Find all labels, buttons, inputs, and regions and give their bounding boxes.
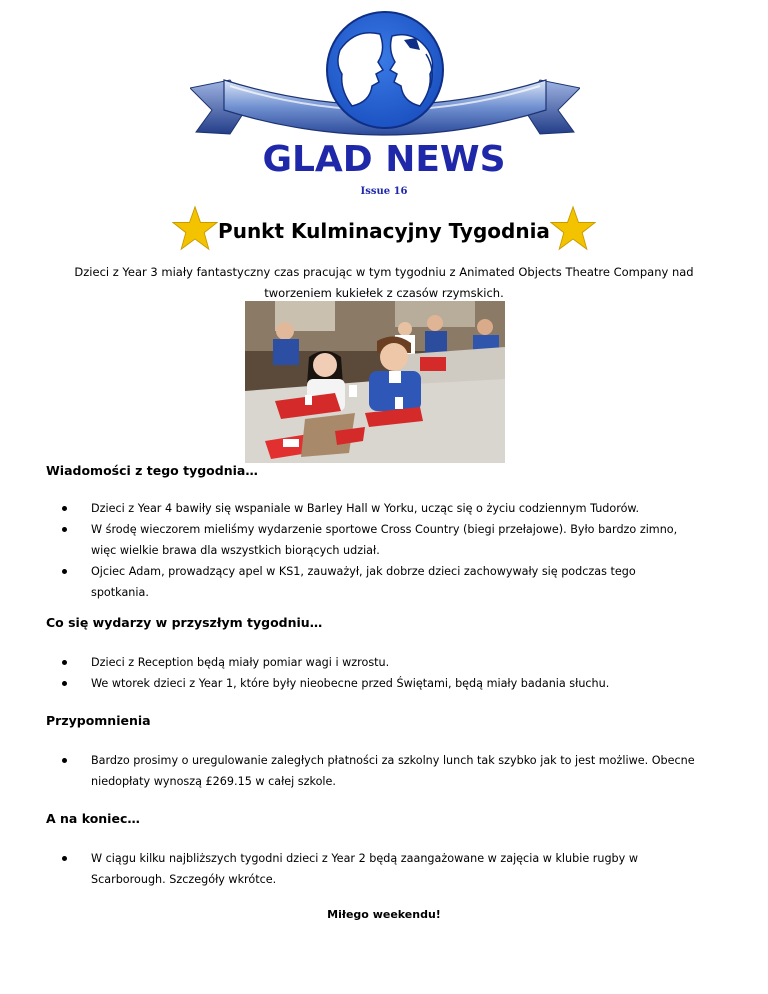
section-title-next-week: Co się wydarzy w przyszłym tygodniu… xyxy=(46,615,323,630)
classroom-photo xyxy=(245,301,505,463)
headline: Punkt Kulminacyjny Tygodnia xyxy=(218,219,550,243)
masthead-title: GLAD NEWS xyxy=(262,139,506,180)
section-title-this-week: Wiadomości z tego tygodnia… xyxy=(46,463,258,478)
list-item: Ojciec Adam, prowadzący apel w KS1, zauważył, jak dobrze dzieci zachowywały się podczas tego spotkania. xyxy=(46,561,696,603)
list-this-week xyxy=(46,498,696,603)
section-title-finally: A na koniec… xyxy=(46,811,140,826)
list-next-week xyxy=(46,652,696,694)
section-title-reminders: Przypomnienia xyxy=(46,713,151,728)
list-item: Dzieci z Reception będą miały pomiar wagi i wzrostu. xyxy=(46,652,696,673)
newsletter-logo xyxy=(190,10,580,150)
list-reminders xyxy=(46,750,696,792)
list-item: We wtorek dzieci z Year 1, które były nieobecne przed Świętami, będą miały badania słuchu. xyxy=(46,673,696,694)
list-finally xyxy=(46,848,696,890)
closing-line: Miłego weekendu! xyxy=(327,908,441,921)
issue-number: Issue 16 xyxy=(360,186,408,197)
list-item: Bardzo prosimy o uregulowanie zaległych płatności za szkolny lunch tak szybko jak to jest możliwe. Obecne niedopłaty wynoszą £269.15 w całej szkole. xyxy=(46,750,696,792)
list-item: Dzieci z Year 4 bawiły się wspaniale w Barley Hall w Yorku, ucząc się o życiu codziennym Tudorów. xyxy=(46,498,696,519)
intro-paragraph: Dzieci z Year 3 miały fantastyczny czas pracując w tym tygodniu z Animated Objects Theatre Company nad tworzeniem kukiełek z czasów rzymskich. xyxy=(74,265,694,300)
list-item: W środę wieczorem mieliśmy wydarzenie sportowe Cross Country (biegi przełajowe). Było bardzo zimno, więc wielkie brawa dla wszystkich biorących udział. xyxy=(46,519,696,561)
list-item: W ciągu kilku najbliższych tygodni dzieci z Year 2 będą zaangażowane w zajęcia w klubie rugby w Scarborough. Szczegóły wkrótce. xyxy=(46,848,696,890)
